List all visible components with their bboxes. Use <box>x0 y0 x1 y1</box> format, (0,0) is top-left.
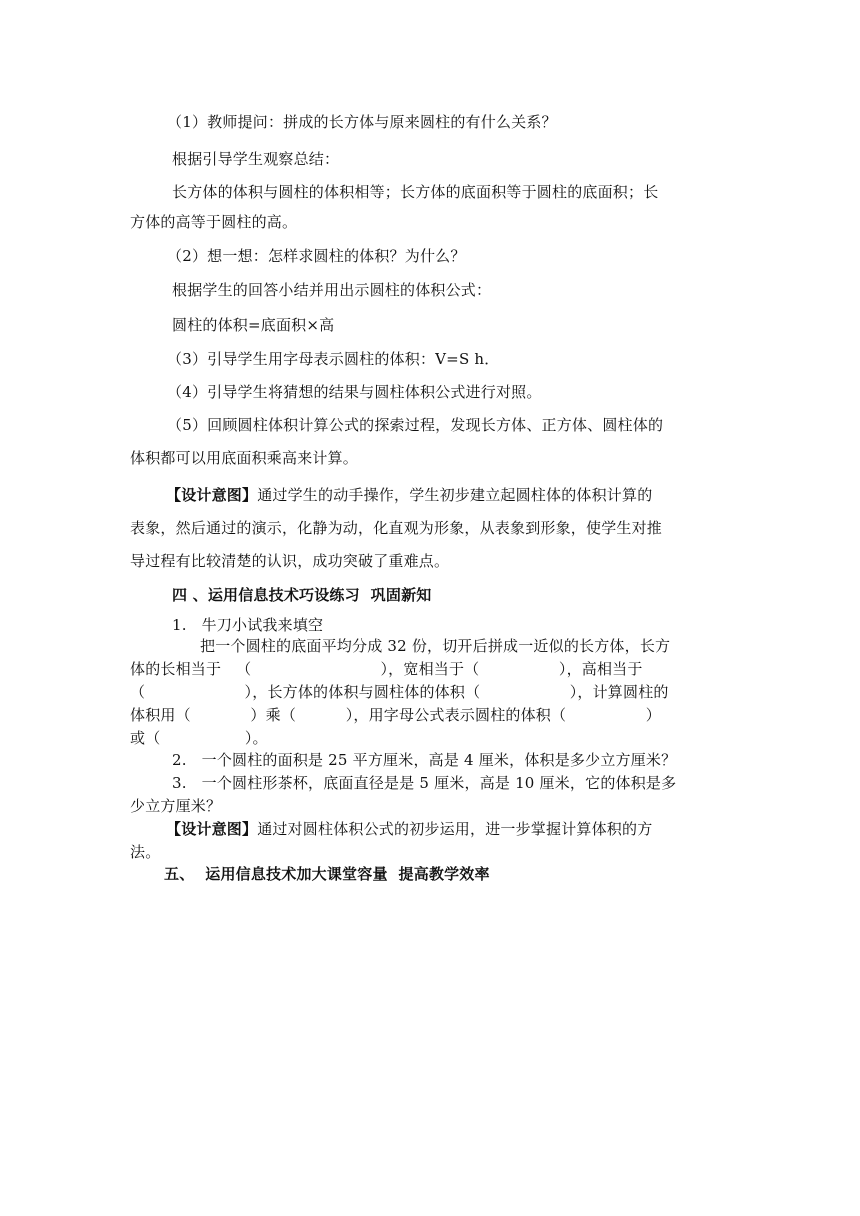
fill-blank-line: 体积用（ ）乘（ ），用字母公式表示圆柱的体积（ ） <box>130 706 661 724</box>
text-line: （1）教师提问：拼成的长方体与原来圆柱的有什么关系？ <box>167 113 557 131</box>
design-intent-label: 【设计意图】 <box>166 820 258 838</box>
text-line: （5）回顾圆柱体积计算公式的探索过程，发现长方体、正方体、圆柱体的 <box>167 416 664 434</box>
section-heading-5: 五、 运用信息技术加大课堂容量 提高教学效率 <box>164 865 490 883</box>
text-line: 根据学生的回答小结并用出示圆柱的体积公式： <box>172 281 492 299</box>
text-line: （2）想一想：怎样求圆柱的体积？为什么？ <box>167 247 466 265</box>
text-line: 长方体的体积与圆柱的体积相等；长方体的底面积等于圆柱的底面积；长 <box>172 183 659 201</box>
design-intent-text: 通过学生的动手操作，学生初步建立起圆柱体的体积计算的 <box>257 486 653 504</box>
text-line: （4）引导学生将猜想的结果与圆柱体积公式进行对照。 <box>167 383 542 401</box>
fill-blank-line: 体的长相当于 （ ），宽相当于（ ），高相当于 <box>130 660 643 678</box>
fill-blank-line: （ ），长方体的体积与圆柱体的体积（ ），计算圆柱的 <box>130 683 669 701</box>
text-line: 导过程有比较清楚的认识，成功突破了重难点。 <box>130 552 450 570</box>
question-1: 1. 牛刀小试我来填空 <box>172 616 324 634</box>
fill-blank-line: 或（ ）。 <box>130 729 268 747</box>
design-intent-paragraph <box>166 485 652 505</box>
text-line: （3）引导学生用字母表示圆柱的体积：V=S h． <box>167 350 500 368</box>
text-line: 表象，然后通过的演示，化静为动，化直观为形象，从表象到形象，使学生对推 <box>130 519 663 537</box>
section-heading-4: 四 、运用信息技术巧设练习 巩固新知 <box>172 586 432 604</box>
text-line: 圆柱的体积=底面积×高 <box>172 316 335 334</box>
design-intent-label: 【设计意图】 <box>166 486 258 504</box>
question-3: 3. 一个圆柱形茶杯，底面直径是是 5 厘米，高是 10 厘米，它的体积是多 <box>172 774 677 792</box>
text-line: 体积都可以用底面积乘高来计算。 <box>130 449 359 467</box>
text-line: 把一个圆柱的底面平均分成 32 份，切开后拼成一近似的长方体，长方 <box>200 637 671 655</box>
design-intent-paragraph <box>166 819 652 839</box>
text-line: 根据引导学生观察总结： <box>172 150 340 168</box>
question-2: 2. 一个圆柱的面积是 25 平方厘米，高是 4 厘米，体积是多少立方厘米？ <box>172 751 677 769</box>
design-intent-text: 通过对圆柱体积公式的初步运用，进一步掌握计算体积的方 <box>257 820 653 838</box>
text-line: 方体的高等于圆柱的高。 <box>130 213 298 231</box>
text-line: 少立方厘米？ <box>130 797 222 815</box>
text-line: 法。 <box>130 843 161 861</box>
